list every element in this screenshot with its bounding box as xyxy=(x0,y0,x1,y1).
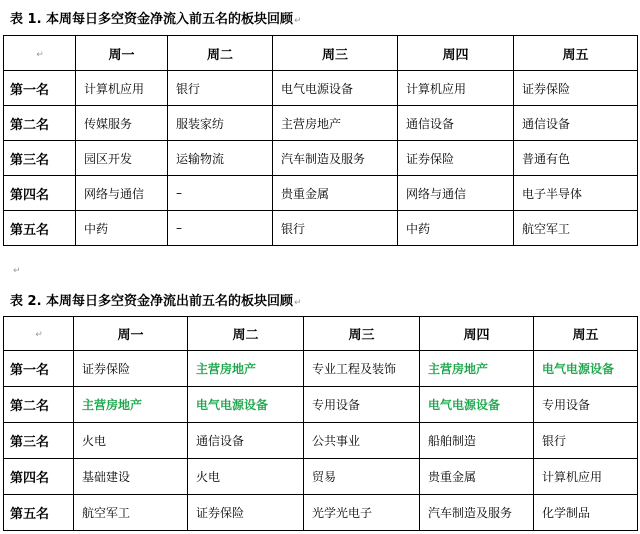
sector-cell: 普通有色 xyxy=(514,141,638,176)
corner-cell xyxy=(4,317,74,351)
sector-cell: 证券保险 xyxy=(188,495,304,531)
col-header: 周一 xyxy=(74,317,188,351)
table-row xyxy=(4,495,638,531)
sector-cell: 专用设备 xyxy=(534,387,638,423)
rank-label: 第一名 xyxy=(4,351,74,387)
table-row xyxy=(4,423,638,459)
sector-cell: 化学制品 xyxy=(534,495,638,531)
rank-label: 第五名 xyxy=(4,495,74,531)
sector-cell: 服装家纺 xyxy=(168,106,273,141)
sector-cell: 证券保险 xyxy=(398,141,514,176)
sector-cell: 计算机应用 xyxy=(398,71,514,106)
col-header: 周四 xyxy=(420,317,534,351)
sector-cell: 证券保险 xyxy=(74,351,188,387)
col-header: 周二 xyxy=(188,317,304,351)
sector-cell: – xyxy=(168,176,273,211)
empty-paragraph xyxy=(12,258,21,277)
sector-cell: 贵重金属 xyxy=(420,459,534,495)
rank-label: 第三名 xyxy=(4,141,76,176)
table1-caption-text: 表 1. 本周每日多空资金净流入前五名的板块回顾 xyxy=(10,12,294,27)
sector-cell: 计算机应用 xyxy=(534,459,638,495)
col-header: 周三 xyxy=(304,317,420,351)
sector-cell-highlight: 主营房地产 xyxy=(74,387,188,423)
sector-cell: – xyxy=(168,211,273,246)
sector-cell: 银行 xyxy=(273,211,398,246)
paragraph-mark-icon: ↵ xyxy=(36,49,44,60)
sector-cell: 专业工程及装饰 xyxy=(304,351,420,387)
rank-label: 第四名 xyxy=(4,459,74,495)
sector-cell: 汽车制造及服务 xyxy=(420,495,534,531)
sector-cell-highlight: 电气电源设备 xyxy=(188,387,304,423)
table-row xyxy=(4,459,638,495)
paragraph-mark-icon: ↵ xyxy=(13,266,21,276)
rank-label: 第一名 xyxy=(4,71,76,106)
col-header: 周二 xyxy=(168,36,273,71)
sector-cell: 网络与通信 xyxy=(76,176,168,211)
table2-caption-text: 表 2. 本周每日多空资金净流出前五名的板块回顾 xyxy=(10,294,294,309)
sector-cell: 园区开发 xyxy=(76,141,168,176)
table2-header-row xyxy=(4,317,638,351)
table-row xyxy=(4,71,638,106)
table-row xyxy=(4,176,638,211)
sector-cell: 贸易 xyxy=(304,459,420,495)
table-row xyxy=(4,106,638,141)
sector-cell: 光学光电子 xyxy=(304,495,420,531)
sector-cell-highlight: 主营房地产 xyxy=(420,351,534,387)
sector-cell: 火电 xyxy=(188,459,304,495)
paragraph-mark-icon: ↵ xyxy=(294,16,302,26)
sector-cell: 网络与通信 xyxy=(398,176,514,211)
table2-caption xyxy=(10,290,302,309)
sector-cell-highlight: 主营房地产 xyxy=(188,351,304,387)
sector-cell: 传媒服务 xyxy=(76,106,168,141)
inflow-table xyxy=(3,35,638,246)
sector-cell: 计算机应用 xyxy=(76,71,168,106)
sector-cell: 中药 xyxy=(398,211,514,246)
rank-label: 第四名 xyxy=(4,176,76,211)
sector-cell: 火电 xyxy=(74,423,188,459)
rank-label: 第二名 xyxy=(4,106,76,141)
sector-cell: 公共事业 xyxy=(304,423,420,459)
sector-cell: 基础建设 xyxy=(74,459,188,495)
sector-cell: 电子半导体 xyxy=(514,176,638,211)
sector-cell: 通信设备 xyxy=(398,106,514,141)
table-row xyxy=(4,141,638,176)
col-header: 周五 xyxy=(534,317,638,351)
col-header: 周三 xyxy=(273,36,398,71)
rank-label: 第二名 xyxy=(4,387,74,423)
sector-cell: 专用设备 xyxy=(304,387,420,423)
rank-label: 第五名 xyxy=(4,211,76,246)
sector-cell: 通信设备 xyxy=(188,423,304,459)
sector-cell: 证券保险 xyxy=(514,71,638,106)
sector-cell: 银行 xyxy=(168,71,273,106)
sector-cell: 贵重金属 xyxy=(273,176,398,211)
sector-cell: 电气电源设备 xyxy=(273,71,398,106)
table1-caption xyxy=(10,8,302,27)
paragraph-mark-icon: ↵ xyxy=(35,330,43,340)
sector-cell: 船舶制造 xyxy=(420,423,534,459)
sector-cell: 航空军工 xyxy=(514,211,638,246)
table1-header-row xyxy=(4,36,638,71)
sector-cell: 汽车制造及服务 xyxy=(273,141,398,176)
sector-cell-highlight: 电气电源设备 xyxy=(534,351,638,387)
sector-cell: 中药 xyxy=(76,211,168,246)
sector-cell: 航空军工 xyxy=(74,495,188,531)
rank-label: 第三名 xyxy=(4,423,74,459)
col-header: 周一 xyxy=(76,36,168,71)
table-row xyxy=(4,351,638,387)
sector-cell: 运输物流 xyxy=(168,141,273,176)
table-row xyxy=(4,211,638,246)
corner-cell xyxy=(4,36,76,71)
sector-cell: 银行 xyxy=(534,423,638,459)
sector-cell-highlight: 电气电源设备 xyxy=(420,387,534,423)
paragraph-mark-icon: ↵ xyxy=(294,298,302,308)
sector-cell: 通信设备 xyxy=(514,106,638,141)
sector-cell: 主营房地产 xyxy=(273,106,398,141)
col-header: 周四 xyxy=(398,36,514,71)
col-header: 周五 xyxy=(514,36,638,71)
table-row xyxy=(4,387,638,423)
outflow-table xyxy=(3,316,638,531)
